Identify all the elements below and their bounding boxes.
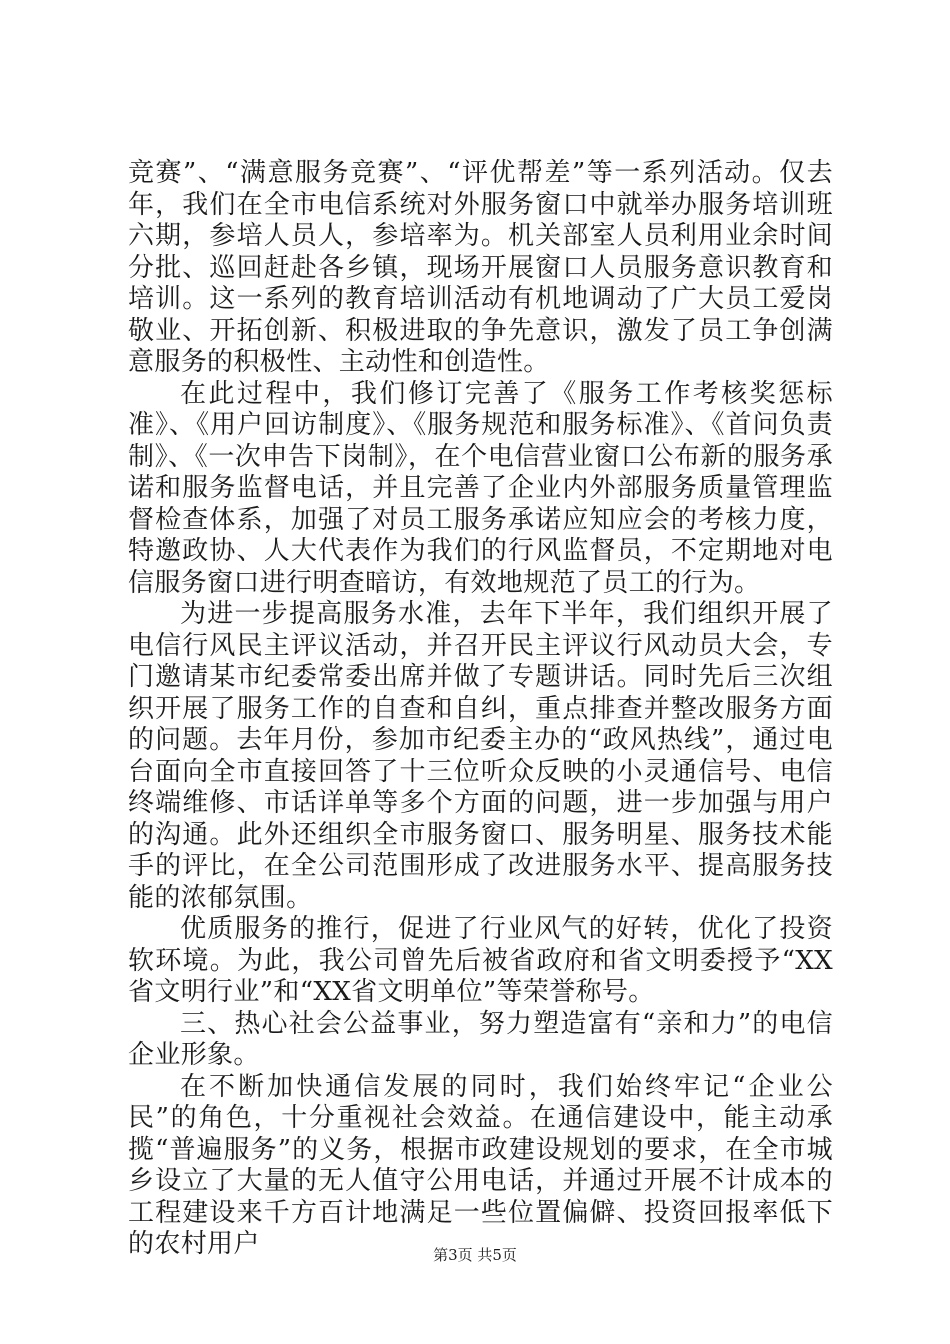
section-heading-3: 三、热心社会公益事业，努力塑造富有“亲和力”的电信企业形象。 — [128, 1008, 833, 1070]
paragraph-1: 竞赛”、“满意服务竞赛”、“评优帮差”等一系列活动。仅去年，我们在全市电信系统对外服务窗口中就举办服务培训班六期，参培人员人，参培率为。机关部室人员利用业余时间分批、巡回赶赴各乡镇，现场开展窗口人员服务意识教育和培训。这一系列的教育培训活动有机地调动了广大员工爱岗敬业、开拓创新、积极进取的争先意识，激发了员工争创满意服务的积极性、主动性和创造性。 — [128, 158, 833, 377]
paragraph-5: 在不断加快通信发展的同时，我们始终牢记“企业公民”的角色，十分重视社会效益。在通信建设中，能主动承揽“普遍服务”的义务，根据市政建设规划的要求，在全市城乡设立了大量的无人值守公用电话，并通过开展不计成本的工程建设来千方百计地满足一些位置偏僻、投资回报率低下的农村用户 — [128, 1071, 833, 1259]
paragraph-3: 为进一步提高服务水准，去年下半年，我们组织开展了电信行风民主评议活动，并召开民主评议行风动员大会，专门邀请某市纪委常委出席并做了专题讲话。同时先后三次组织开展了服务工作的自查和自纠，重点排查并整改服务方面的问题。去年月份，参加市纪委主办的“政风热线”，通过电台面向全市直接回答了十三位听众反映的小灵通信号、电信终端维修、市话详单等多个方面的问题，进一步加强与用户的沟通。此外还组织全市服务窗口、服务明星、服务技术能手的评比，在全公司范围形成了改进服务水平、提高服务技能的浓郁氛围。 — [128, 599, 833, 913]
page-footer: 第3页 共5页 — [433, 1246, 517, 1264]
paragraph-2: 在此过程中，我们修订完善了《服务工作考核奖惩标准》、《用户回访制度》、《服务规范和服务标准》、《首问负责制》、《一次申告下岗制》，在个电信营业窗口公布新的服务承诺和服务监督电话，并且完善了企业内外部服务质量管理监督检查体系，加强了对员工服务承诺应知应会的考核力度，特邀政协、人大代表作为我们的行风监督员，不定期地对电信服务窗口进行明查暗访，有效地规范了员工的行为。 — [128, 378, 833, 598]
paragraph-4: 优质服务的推行，促进了行业风气的好转，优化了投资软环境。为此，我公司曾先后被省政府和省文明委授予“XX省文明行业”和“XX省文明单位”等荣誉称号。 — [128, 914, 833, 1007]
document-body — [128, 158, 833, 1261]
